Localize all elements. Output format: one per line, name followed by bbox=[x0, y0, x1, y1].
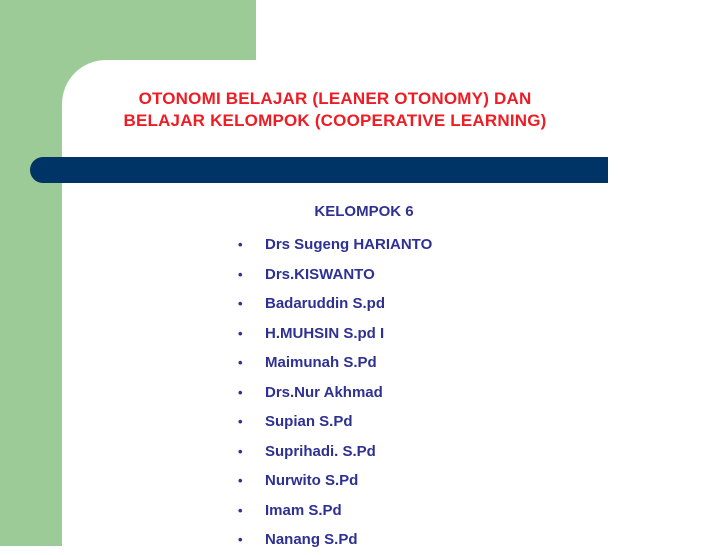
bullet-icon: • bbox=[238, 325, 243, 341]
bullet-icon: • bbox=[238, 296, 243, 311]
bullet-icon: • bbox=[238, 355, 243, 370]
bullet-icon: • bbox=[238, 443, 243, 459]
bullet-icon: • bbox=[238, 502, 243, 518]
member-name: Drs.Nur Akhmad bbox=[265, 383, 383, 401]
group-heading: KELOMPOK 6 bbox=[314, 203, 414, 220]
title-divider-bar bbox=[30, 157, 608, 183]
bullet-icon: • bbox=[238, 473, 243, 488]
member-name: H.MUHSIN S.pd I bbox=[265, 324, 385, 342]
member-name: Nurwito S.Pd bbox=[265, 472, 359, 489]
slide-title-line-2: BELAJAR KELOMPOK (COOPERATIVE LEARNING) bbox=[123, 111, 547, 130]
list-item bbox=[234, 348, 432, 378]
member-name: Badaruddin S.pd bbox=[265, 295, 385, 312]
slide-title-line-1: OTONOMI BELAJAR (LEANER OTONOMY) DAN bbox=[138, 89, 532, 108]
bullet-icon: • bbox=[238, 266, 243, 282]
bullet-icon: • bbox=[238, 414, 243, 429]
member-name: Imam S.Pd bbox=[265, 501, 342, 519]
bullet-icon: • bbox=[238, 532, 243, 547]
member-name: Drs Sugeng HARIANTO bbox=[265, 236, 433, 253]
list-item bbox=[234, 496, 432, 526]
member-name: Suprihadi. S.Pd bbox=[265, 442, 376, 460]
bullet-icon: • bbox=[238, 237, 243, 252]
list-item bbox=[234, 437, 432, 467]
member-name: Drs.KISWANTO bbox=[265, 265, 375, 283]
member-name: Nanang S.Pd bbox=[265, 531, 358, 548]
list-item bbox=[234, 289, 432, 319]
member-name: Supian S.Pd bbox=[265, 413, 353, 430]
member-name: Maimunah S.Pd bbox=[265, 354, 377, 371]
member-list bbox=[234, 230, 432, 555]
list-item bbox=[234, 260, 432, 290]
slide-title bbox=[100, 88, 570, 132]
list-item bbox=[234, 230, 432, 260]
list-item bbox=[234, 378, 432, 408]
bullet-icon: • bbox=[238, 384, 243, 400]
list-item bbox=[234, 525, 432, 555]
list-item bbox=[234, 407, 432, 437]
list-item bbox=[234, 319, 432, 349]
list-item bbox=[234, 466, 432, 496]
